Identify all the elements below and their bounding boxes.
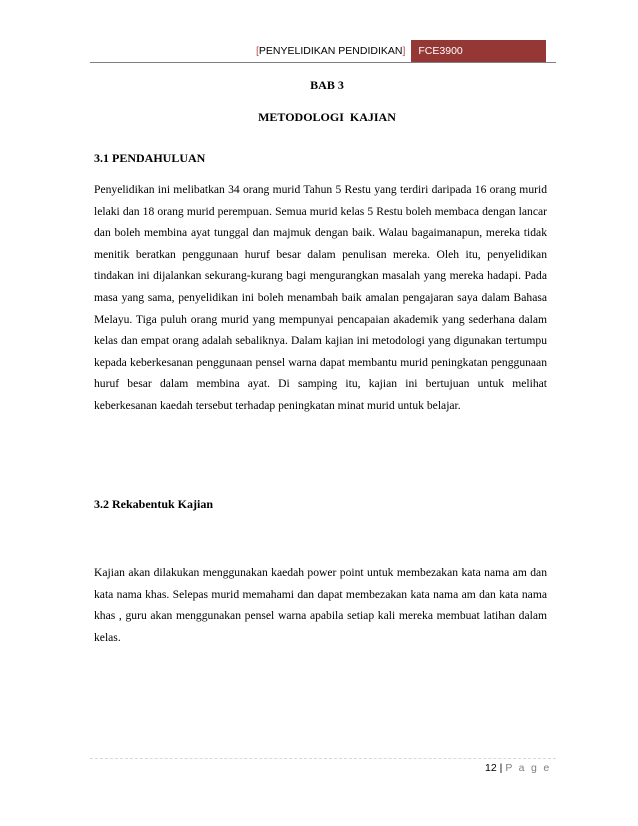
footer-separator: | xyxy=(499,762,503,774)
section-body-pendahuluan: Penyelidikan ini melibatkan 34 orang murid Tahun 5 Restu yang terdiri daripada 16 orang murid lelaki dan 18 orang murid perempuan. Semua murid kelas 5 Restu boleh membaca dengan lancar dan boleh membina ayat tunggal dan majmuk dengan baik. Walau bagaimanapun, mereka tidak menitik beratkan penggunaan huruf besar dalam penulisan mereka. Oleh itu, penyelidikan tindakan ini dijalankan sekurang-kurang bagi mengurangkan masalah yang mereka hadapi. Pada masa yang sama, penyelidikan ini boleh menambah baik amalan pengajaran saya dalam Bahasa Melayu. Tiga puluh orang murid yang mempunyai pencapaian akademik yang sederhana dalam kelas dan empat orang adalah sebaliknya. Dalam kajian ini metodologi yang digunakan tertumpu kepada keberkesanan penggunaan pensel warna dapat membantu murid peningkatan penggunaan huruf besar dalam membina ayat. Di samping itu, kajian ini bertujuan untuk melihat keberkesanan kaedah tersebut terhadap peningkatan minat murid untuk belajar. xyxy=(94,183,547,412)
page-label: P a g e xyxy=(505,762,551,774)
chapter-title: METODOLOGI KAJIAN xyxy=(258,110,396,124)
bracket-open: [ xyxy=(256,45,259,57)
header-title xyxy=(256,40,411,62)
chapter-number: BAB 3 xyxy=(310,78,344,92)
header-divider xyxy=(90,62,556,63)
section-body-rekabentuk: Kajian akan dilakukan menggunakan kaedah power point untuk membezakan kata nama am dan kata nama khas. Selepas murid memahami dan dapat membezakan kata nama am dan kata nama khas , guru akan menggunakan pensel warna apabila setiap kali mereka membuat latihan dalam kelas. xyxy=(94,566,547,644)
header-title-text: PENYELIDIKAN PENDIDIKAN xyxy=(258,45,403,57)
page-header xyxy=(256,40,546,62)
course-code-badge: FCE3900 xyxy=(411,40,546,62)
section-heading-rekabentuk: 3.2 Rekabentuk Kajian xyxy=(94,497,214,511)
footer-divider xyxy=(90,758,556,759)
page-number: 12 xyxy=(485,762,497,774)
page-footer xyxy=(485,762,551,774)
section-heading-pendahuluan: 3.1 PENDAHULUAN xyxy=(94,151,206,165)
bracket-close: ] xyxy=(402,45,406,57)
